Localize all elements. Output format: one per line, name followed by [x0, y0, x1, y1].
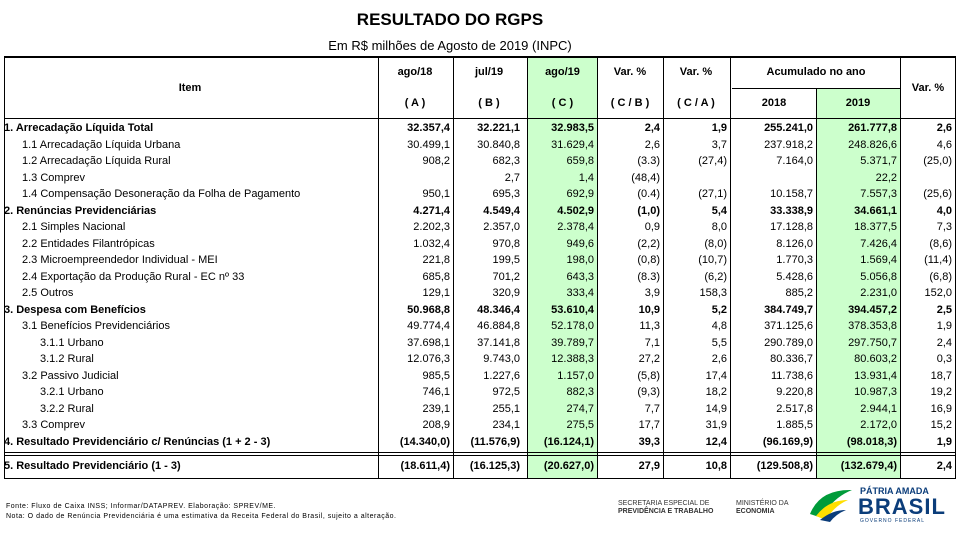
- cell-value: 255,1: [492, 402, 520, 415]
- secretaria-line2: PREVIDÊNCIA E TRABALHO: [618, 508, 714, 515]
- cell-value: 34.661,1: [854, 204, 897, 217]
- cell-value: 37.141,8: [477, 336, 520, 349]
- cell-value: 11,3: [639, 320, 660, 332]
- table-row: [0, 417, 960, 433]
- cell-value: (10,7): [698, 254, 727, 266]
- cell-value: 53.610,4: [551, 303, 594, 316]
- cell-value: 3,7: [711, 138, 727, 151]
- cell-value: (132.679,4): [840, 460, 897, 472]
- cell-value: 2,7: [504, 171, 520, 184]
- governo-federal-text: GOVERNO FEDERAL: [860, 518, 926, 524]
- cell-value: 0,9: [644, 221, 660, 233]
- cell-value: 275,5: [566, 419, 594, 431]
- brasil-text: BRASIL: [858, 494, 946, 519]
- cell-value: 5,5: [711, 336, 727, 349]
- cell-value: 274,7: [566, 402, 594, 415]
- secretaria-logo: [618, 500, 713, 516]
- cell-value: 2.517,8: [776, 402, 813, 415]
- table-row: [0, 186, 960, 202]
- cell-value: (25,0): [923, 155, 952, 167]
- cell-value: 950,1: [422, 188, 450, 200]
- row-label: 3.3 Comprev: [22, 419, 85, 431]
- cell-value: 10,8: [705, 460, 727, 472]
- cell-value: (11,4): [924, 254, 952, 266]
- row-label: 1. Arrecadação Líquida Total: [4, 122, 154, 134]
- cell-value: 4.502,9: [557, 204, 594, 217]
- cell-value: (6,8): [929, 270, 952, 283]
- cell-value: 152,0: [924, 287, 952, 299]
- cell-value: 7,7: [644, 402, 660, 415]
- table-row: [0, 269, 960, 285]
- cell-value: 2,5: [936, 303, 952, 316]
- table-row: [0, 434, 960, 450]
- cell-value: (129.508,8): [756, 460, 813, 472]
- ministerio-line2: ECONOMIA: [736, 508, 775, 515]
- header-cb: ( C / B ): [610, 97, 650, 109]
- cell-value: 50.968,8: [407, 303, 450, 316]
- cell-value: 2.378,4: [557, 221, 594, 233]
- cell-value: 32.221,1: [477, 122, 520, 134]
- cell-value: (16.124,1): [543, 435, 594, 448]
- cell-value: 32.357,4: [407, 122, 450, 134]
- cell-value: 290.789,0: [764, 336, 813, 349]
- table-row: [0, 252, 960, 268]
- ministerio-line1: MINISTÉRIO DA: [736, 500, 789, 507]
- cell-value: 8,0: [711, 221, 727, 233]
- header-2018: 2018: [761, 97, 787, 109]
- table-bottom-line: [4, 478, 956, 479]
- cell-value: 16,9: [930, 402, 952, 415]
- page-subtitle: Em R$ milhões de Agosto de 2019 (INPC): [328, 38, 572, 53]
- cell-value: 17,4: [705, 369, 727, 382]
- cell-value: 5.428,6: [776, 270, 813, 283]
- cell-value: 248.826,6: [848, 138, 897, 151]
- row-label: 3.1.1 Urbano: [40, 336, 104, 349]
- cell-value: (14.340,0): [399, 435, 450, 448]
- patria-amada-text: PÁTRIA AMADA: [860, 486, 929, 496]
- cell-value: 46.884,8: [477, 320, 520, 332]
- cell-value: 2,4: [644, 122, 660, 134]
- cell-value: 2.202,3: [413, 221, 450, 233]
- header-a: ( A ): [404, 97, 426, 109]
- row-label: 3. Despesa com Benefícios: [4, 303, 146, 316]
- cell-value: (18.611,4): [400, 460, 450, 472]
- row-label: 3.2.1 Urbano: [40, 386, 104, 398]
- cell-value: 199,5: [492, 254, 520, 266]
- ministerio-logo: [736, 500, 789, 516]
- table-row: [0, 137, 960, 153]
- cell-value: 1.885,5: [776, 419, 813, 431]
- cell-value: (9,3): [637, 386, 660, 398]
- cell-value: 378.353,8: [848, 320, 897, 332]
- total-top-line: [4, 455, 956, 456]
- table-row: [0, 236, 960, 252]
- cell-value: (8,6): [929, 237, 952, 250]
- cell-value: 2,4: [936, 336, 952, 349]
- footer-note: Nota: O dado de Renúncia Previdenciária é uma estimativa da Receita Federal do Brasil, sujeito a alteração.: [6, 513, 397, 520]
- cell-value: 37.698,1: [407, 336, 450, 349]
- cell-value: 2,6: [644, 138, 660, 151]
- cell-value: 1,9: [936, 435, 952, 448]
- cell-value: 10.987,3: [854, 386, 897, 398]
- cell-value: 30.840,8: [477, 138, 520, 151]
- table-row: [0, 219, 960, 235]
- cell-value: 695,3: [492, 188, 520, 200]
- cell-value: 682,3: [492, 155, 520, 167]
- header-c: ( C ): [551, 97, 574, 109]
- cell-value: 2,6: [711, 353, 727, 365]
- footer-source: Fonte: Fluxo de Caixa INSS; Informar/DATAPREV. Elaboração: SPREV/ME.: [6, 503, 277, 510]
- cell-value: 48.346,4: [477, 303, 520, 316]
- cell-value: 32.983,5: [551, 122, 594, 134]
- cell-value: (11.576,9): [470, 435, 520, 448]
- header-var1: Var. %: [613, 66, 647, 78]
- cell-value: (25,6): [923, 188, 952, 200]
- cell-value: 1,9: [936, 320, 952, 332]
- cell-value: 30.499,1: [407, 138, 450, 151]
- cell-value: 3,9: [644, 287, 660, 299]
- cell-value: 908,2: [422, 155, 450, 167]
- cell-value: 685,8: [422, 270, 450, 283]
- table-row: [0, 318, 960, 334]
- cell-value: 14,9: [705, 402, 727, 415]
- cell-value: 9.220,8: [776, 386, 813, 398]
- cell-value: (16.125,3): [469, 460, 520, 472]
- row-label: 1.1 Arrecadação Líquida Urbana: [22, 138, 181, 151]
- cell-value: (96.169,9): [762, 435, 813, 448]
- cell-value: 19,2: [930, 386, 952, 398]
- cell-value: 7.164,0: [776, 155, 813, 167]
- row-label: 2.2 Entidades Filantrópicas: [22, 237, 155, 250]
- cell-value: (8.3): [637, 270, 660, 283]
- cell-value: 1,9: [711, 122, 727, 134]
- cell-value: 208,9: [422, 419, 450, 431]
- cell-value: 52.178,0: [551, 320, 594, 332]
- cell-value: 949,6: [566, 237, 594, 250]
- cell-value: 33.338,9: [770, 204, 813, 217]
- cell-value: 2.231,0: [860, 287, 897, 299]
- cell-value: 297.750,7: [848, 336, 897, 349]
- table-row: [0, 351, 960, 367]
- cell-value: 882,3: [566, 386, 594, 398]
- table-row: [0, 368, 960, 384]
- row-label: 1.3 Comprev: [22, 171, 85, 184]
- table-row: [0, 153, 960, 169]
- cell-value: 17,7: [638, 419, 660, 431]
- cell-value: (5,8): [637, 369, 660, 382]
- cell-value: 2,4: [936, 460, 952, 472]
- cell-value: 7.426,4: [860, 237, 897, 250]
- cell-value: 129,1: [422, 287, 450, 299]
- table-row: [0, 120, 960, 136]
- header-acumulado: Acumulado no ano: [766, 66, 866, 78]
- cell-value: 239,1: [422, 402, 450, 415]
- header-b: ( B ): [478, 97, 500, 109]
- cell-value: 1.227,6: [483, 369, 520, 382]
- cell-value: 320,9: [492, 287, 520, 299]
- cell-value: (0,8): [637, 254, 660, 266]
- divider: [4, 56, 956, 58]
- cell-value: 1.770,3: [776, 254, 813, 266]
- cell-value: (27,1): [698, 188, 727, 200]
- row-label: 2. Renúncias Previdenciárias: [4, 204, 157, 217]
- cell-value: (2,2): [637, 237, 660, 250]
- row-label: 1.4 Compensação Desoneração da Folha de Pagamento: [22, 188, 301, 200]
- cell-value: (8,0): [704, 237, 727, 250]
- cell-value: 31,9: [705, 419, 727, 431]
- cell-value: 221,8: [422, 254, 450, 266]
- cell-value: 746,1: [422, 386, 450, 398]
- cell-value: 18.377,5: [854, 221, 897, 233]
- cell-value: 4.271,4: [413, 204, 450, 217]
- header-2019: 2019: [845, 97, 871, 109]
- row-label: 3.2 Passivo Judicial: [22, 369, 119, 382]
- cell-value: 15,2: [930, 419, 952, 431]
- cell-value: 1.157,0: [557, 369, 594, 382]
- cell-value: 27,9: [638, 460, 660, 472]
- cell-value: 13.931,4: [854, 369, 897, 382]
- cell-value: 7.557,3: [860, 188, 897, 200]
- cell-value: 5,2: [711, 303, 727, 316]
- row-label: 4. Resultado Previdenciário c/ Renúncias (1 + 2 - 3): [4, 435, 271, 448]
- brasil-flag-icon: [808, 484, 854, 529]
- cell-value: 49.774,4: [407, 320, 450, 332]
- cell-value: 2,6: [936, 122, 952, 134]
- cell-value: 11.738,6: [770, 369, 813, 382]
- cell-value: 198,0: [566, 254, 594, 266]
- cell-value: 10.158,7: [770, 188, 813, 200]
- cell-value: 643,3: [566, 270, 594, 283]
- cell-value: (98.018,3): [846, 435, 897, 448]
- header-jul19: jul/19: [474, 66, 504, 78]
- cell-value: (27,4): [698, 155, 727, 167]
- header-bottom-line: [4, 118, 956, 119]
- cell-value: 1.032,4: [413, 237, 450, 250]
- row-label: 5. Resultado Previdenciário (1 - 3): [4, 460, 181, 472]
- cell-value: 5.371,7: [860, 155, 897, 167]
- row-label: 2.4 Exportação da Produção Rural - EC nº 33: [22, 270, 245, 283]
- cell-value: 972,5: [492, 386, 520, 398]
- row-label: 3.2.2 Rural: [40, 402, 94, 415]
- cell-value: 985,5: [422, 369, 450, 382]
- row-label: 1.2 Arrecadação Líquida Rural: [22, 155, 171, 167]
- cell-value: 39,3: [638, 435, 660, 448]
- cell-value: 970,8: [492, 237, 520, 250]
- cell-value: 9.743,0: [483, 353, 520, 365]
- cell-value: (6,2): [704, 270, 727, 283]
- cell-value: (20.627,0): [543, 460, 594, 472]
- page-title: RESULTADO DO RGPS: [356, 10, 544, 29]
- cell-value: 394.457,2: [848, 303, 897, 316]
- header-ago18: ago/18: [397, 66, 433, 78]
- cell-value: 2.944,1: [860, 402, 897, 415]
- cell-value: 1.569,4: [860, 254, 897, 266]
- cell-value: 17.128,8: [770, 221, 813, 233]
- table-row: [0, 401, 960, 417]
- cell-value: 701,2: [492, 270, 520, 283]
- row-label: 2.3 Microempreendedor Individual - MEI: [22, 254, 218, 266]
- cell-value: 7,3: [936, 221, 952, 233]
- cell-value: 31.629,4: [551, 138, 594, 151]
- table-row: [0, 335, 960, 351]
- cell-value: (48,4): [631, 171, 660, 184]
- cell-value: 10,9: [638, 303, 660, 316]
- cell-value: 659,8: [566, 155, 594, 167]
- cell-value: 4,0: [936, 204, 952, 217]
- header-ca: ( C / A ): [677, 97, 715, 109]
- total-top-line: [4, 452, 956, 453]
- cell-value: 2.357,0: [483, 221, 520, 233]
- cell-value: 8.126,0: [776, 237, 813, 250]
- cell-value: (3.3): [637, 155, 660, 167]
- cell-value: 80.603,2: [854, 353, 897, 365]
- table-row: [0, 458, 960, 474]
- cell-value: 12.076,3: [407, 353, 450, 365]
- cell-value: 2.172,0: [860, 419, 897, 431]
- cell-value: 371.125,6: [764, 320, 813, 332]
- cell-value: 4.549,4: [483, 204, 520, 217]
- cell-value: 27,2: [638, 353, 660, 365]
- cell-value: 12,4: [705, 435, 727, 448]
- header-var3: Var. %: [911, 82, 945, 94]
- cell-value: 18,7: [930, 369, 952, 382]
- table-row: [0, 170, 960, 186]
- table-row: [0, 285, 960, 301]
- secretaria-line1: SECRETARIA ESPECIAL DE: [618, 500, 710, 507]
- row-label: 2.5 Outros: [22, 287, 74, 299]
- cell-value: 234,1: [492, 419, 520, 431]
- cell-value: 692,9: [566, 188, 594, 200]
- row-label: 3.1 Benefícios Previdenciários: [22, 320, 170, 332]
- cell-value: 4,8: [711, 320, 727, 332]
- table-row: [0, 384, 960, 400]
- cell-value: 1,4: [578, 171, 594, 184]
- cell-value: 333,4: [566, 287, 594, 299]
- header-ago19: ago/19: [545, 66, 580, 78]
- header-item: Item: [178, 82, 202, 94]
- cell-value: 18,2: [705, 386, 727, 398]
- cell-value: 158,3: [699, 287, 727, 299]
- cell-value: 237.918,2: [764, 138, 813, 151]
- cell-value: 5,4: [711, 204, 727, 217]
- cell-value: 261.777,8: [848, 122, 897, 134]
- cell-value: (1,0): [637, 204, 660, 217]
- cell-value: 80.336,7: [770, 353, 813, 365]
- cell-value: 22,2: [875, 171, 897, 184]
- cell-value: 4,6: [936, 138, 952, 151]
- row-label: 2.1 Simples Nacional: [22, 221, 126, 233]
- cell-value: 0,3: [936, 353, 952, 365]
- cell-value: 7,1: [644, 336, 660, 349]
- cell-value: 5.056,8: [860, 270, 897, 283]
- cell-value: (0.4): [637, 188, 660, 200]
- cell-value: 39.789,7: [551, 336, 594, 349]
- cell-value: 255.241,0: [764, 122, 813, 134]
- cell-value: 12.388,3: [551, 353, 594, 365]
- table-row: [0, 302, 960, 318]
- header-var2: Var. %: [679, 66, 713, 78]
- cell-value: 384.749,7: [764, 303, 813, 316]
- row-label: 3.1.2 Rural: [40, 353, 94, 365]
- cell-value: 885,2: [785, 287, 813, 299]
- table-row: [0, 203, 960, 219]
